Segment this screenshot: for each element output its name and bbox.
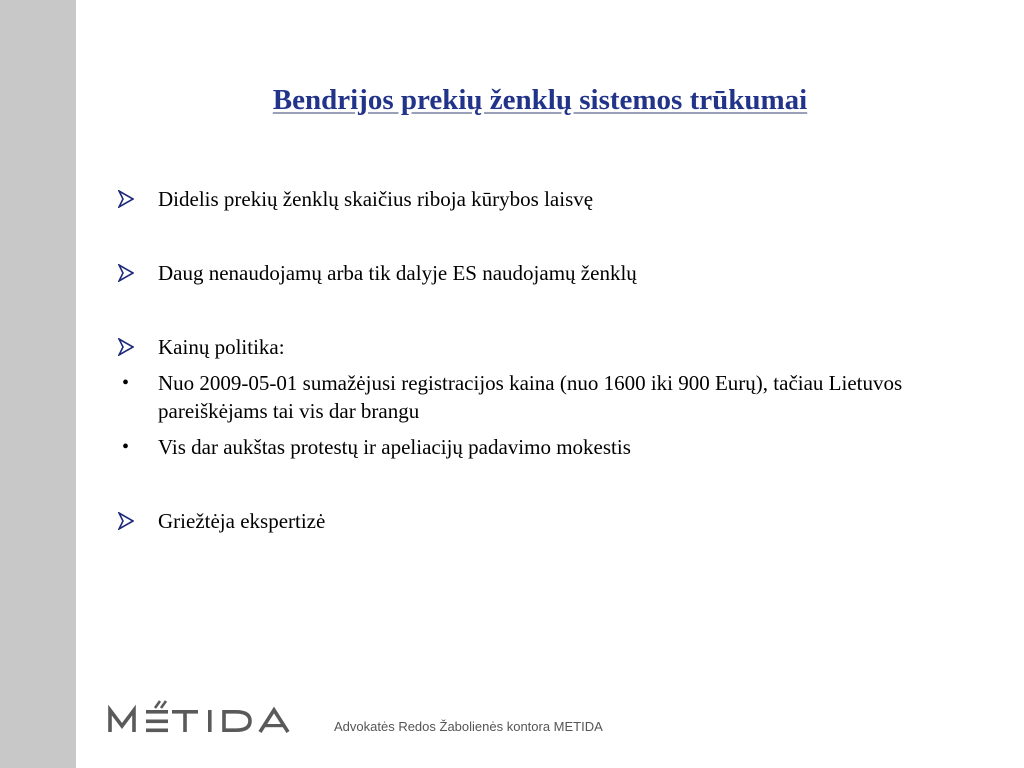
left-sidebar-bar — [0, 0, 76, 768]
list-item-text: Vis dar aukštas protestų ir apeliacijų padavimo mokestis — [158, 435, 631, 459]
arrow-bullet-icon — [118, 333, 144, 361]
list-item — [114, 333, 944, 361]
arrow-bullet-icon — [118, 259, 144, 287]
dot-bullet: • — [122, 372, 130, 394]
arrow-bullet-icon — [118, 185, 144, 213]
list-item — [114, 433, 944, 461]
list-item — [114, 259, 944, 287]
footer — [108, 700, 618, 746]
bullet-list — [114, 185, 944, 535]
list-item-text: Daug nenaudojamų arba tik dalyje ES naudojamų ženklų — [158, 261, 637, 285]
metida-logo — [108, 700, 318, 740]
arrow-bullet-icon — [118, 507, 144, 535]
list-item-text: Griežtėja ekspertizė — [158, 509, 326, 533]
list-item — [114, 185, 944, 213]
list-item — [114, 507, 944, 535]
list-item-text: Nuo 2009-05-01 sumažėjusi registracijos kaina (nuo 1600 iki 900 Eurų), tačiau Lietuvos pareiškėjams tai vis dar brangu — [158, 371, 903, 423]
slide-title: Bendrijos prekių ženklų sistemos trūkumai — [272, 84, 808, 116]
list-item-text: Didelis prekių ženklų skaičius riboja kūrybos laisvę — [158, 187, 594, 211]
list-item-text: Kainų politika: — [158, 335, 285, 359]
firm-name: Advokatės Redos Žabolienės kontora METIDA — [334, 719, 603, 734]
list-item — [114, 369, 944, 425]
dot-bullet: • — [122, 436, 130, 458]
